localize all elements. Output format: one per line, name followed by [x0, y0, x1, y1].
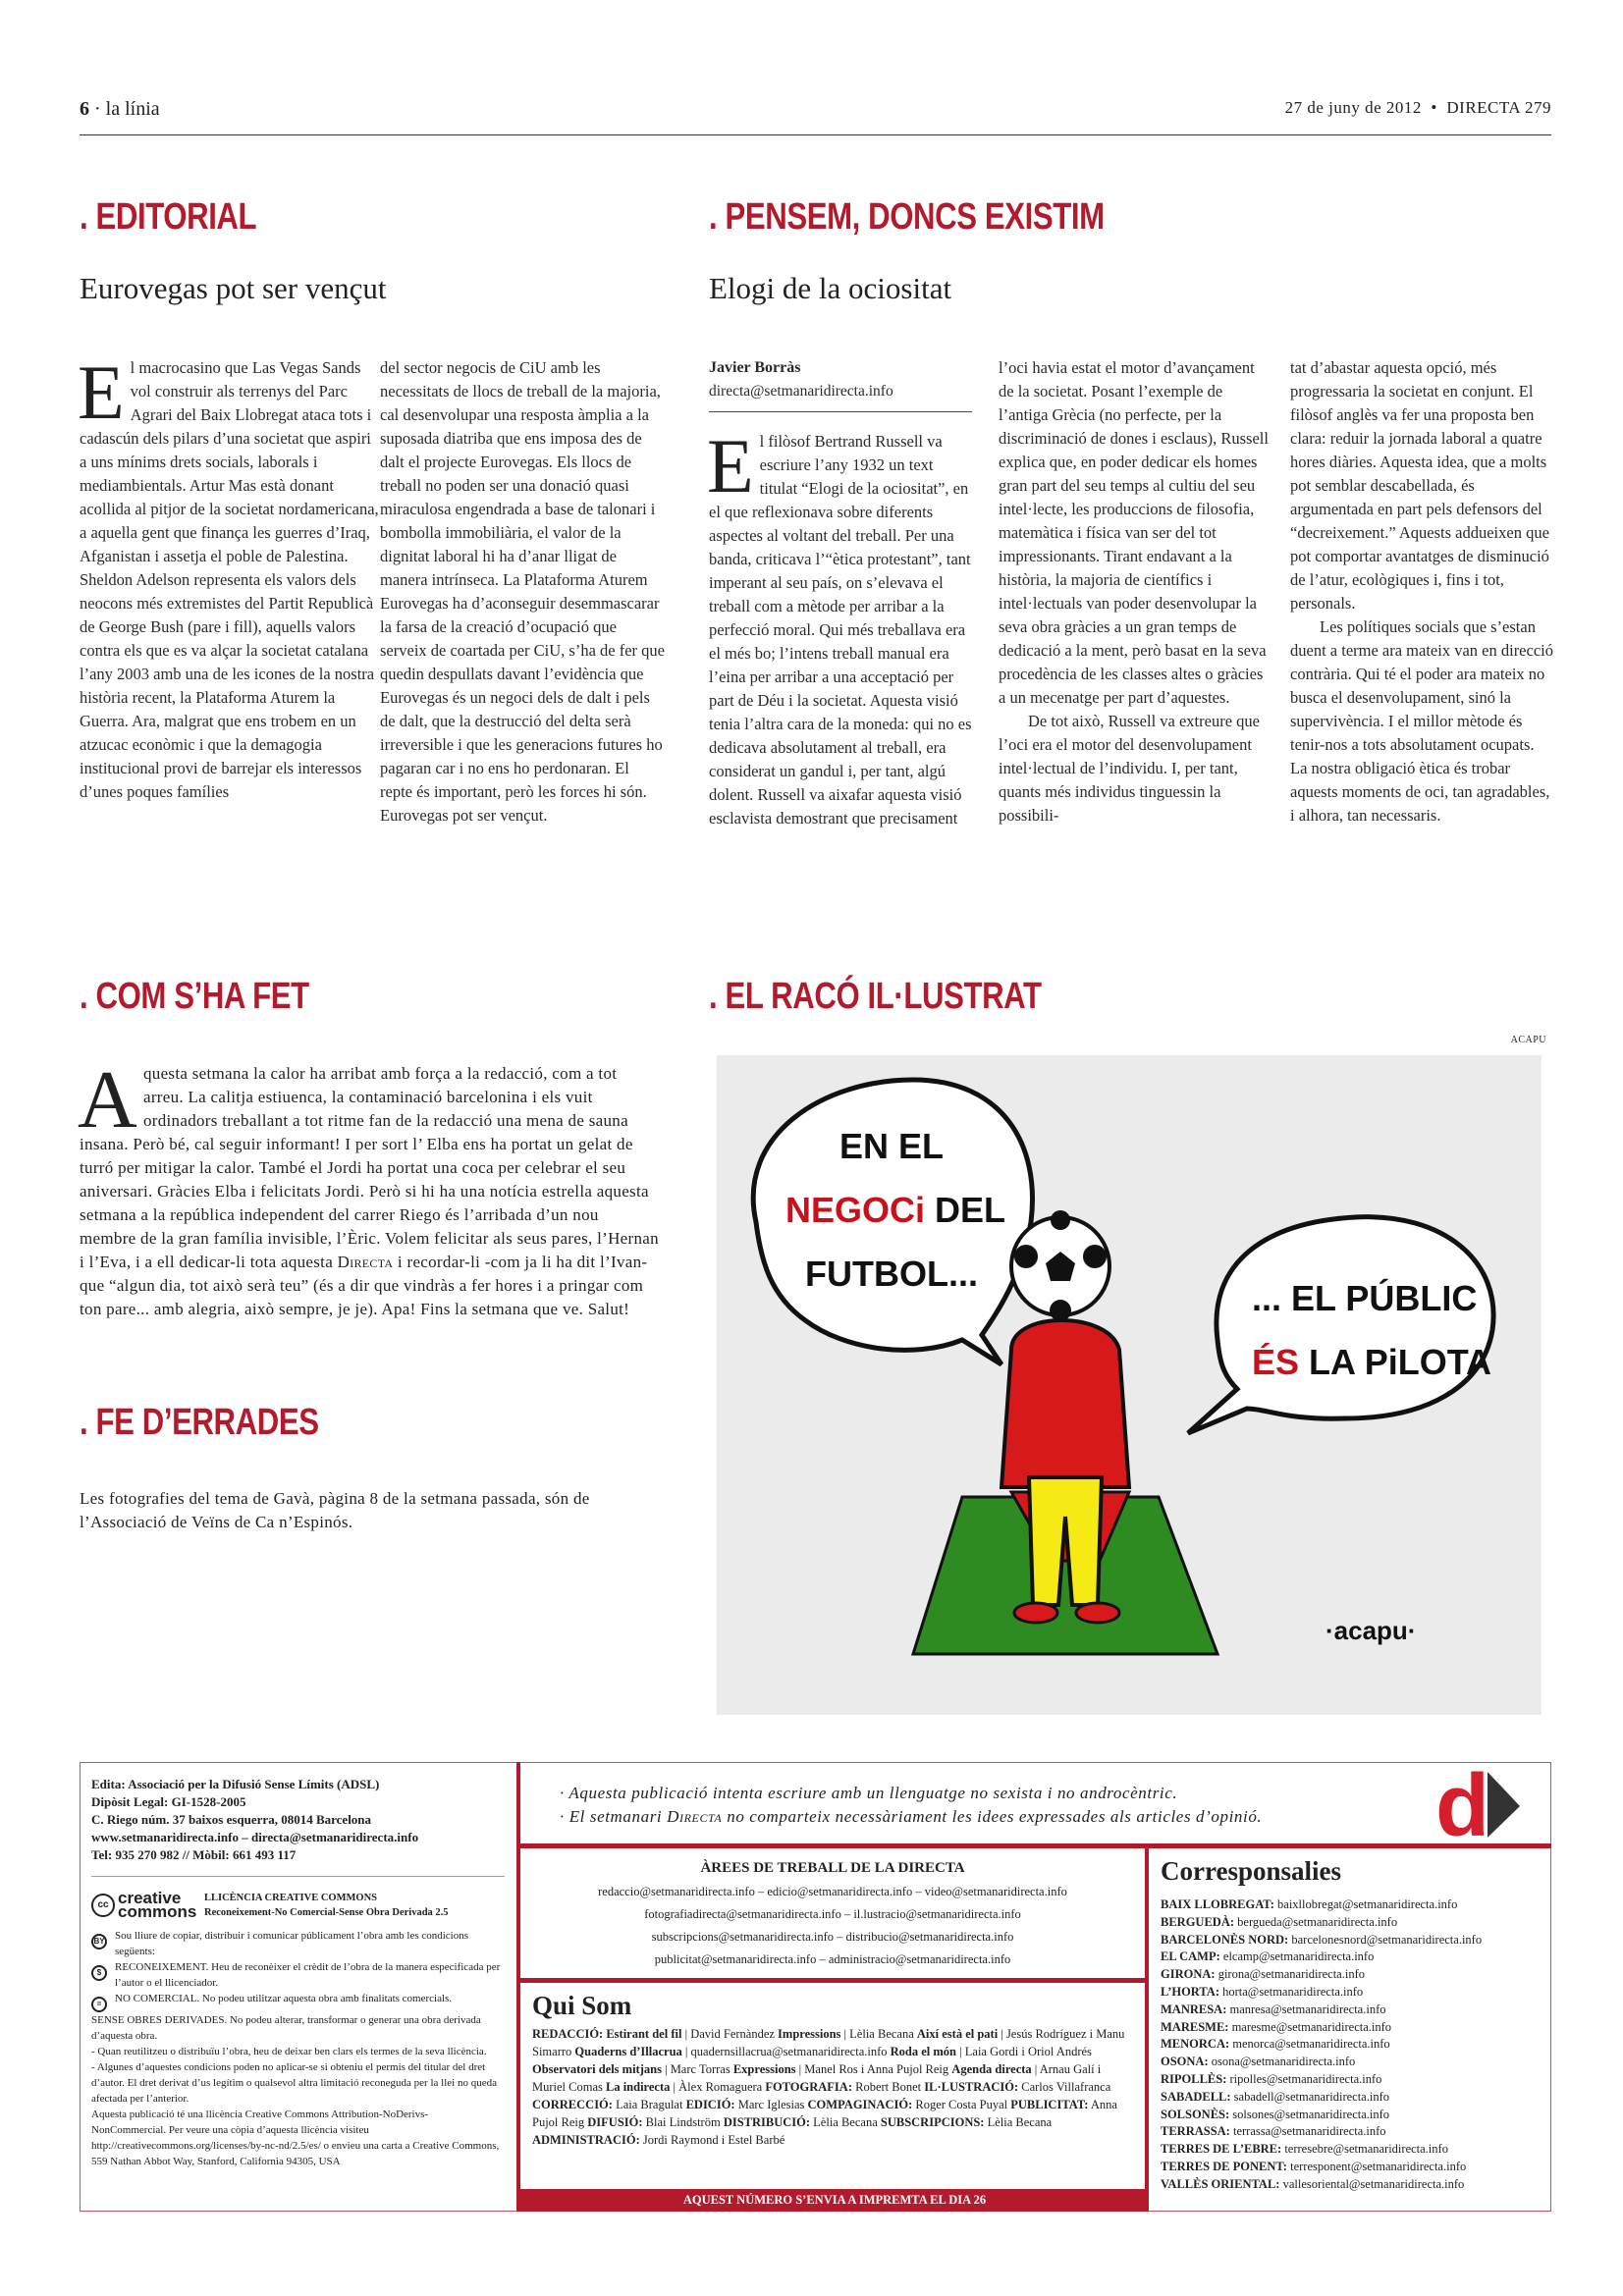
drop-cap: E [78, 349, 125, 435]
region-email: terresebre@setmanaridirecta.info [1284, 2142, 1448, 2157]
publisher-line: C. Riego núm. 37 baixos esquerra, 08014 Barcelona [91, 1812, 372, 1827]
paragraph: De tot això, Russell va extreure que l’oci era el motor del desenvolupament intel·lectual de l’individu. I, per tant, quants més individus tinguessin la possibili- [999, 712, 1260, 825]
region-name: L’HORTA: [1161, 1984, 1219, 1999]
credit-role: Expressions [732, 2062, 796, 2076]
credit-name: Marc Iglesias [734, 2098, 808, 2111]
credit-role: Així està el pati [916, 2027, 999, 2041]
editorial-section-title: . EDITORIAL [80, 196, 257, 238]
com-sha-fet-section-title: . COM S’HA FET [80, 976, 309, 1017]
cartoon-illustration [717, 1055, 1542, 1715]
editorial-column-2: del sector negocis de CiU amb les necessitats de llocs de treball de la majoria, cal desenvolupar una resposta àmplia a la suposada diatriba que ens imposa des de dalt el projecte Eurovegas. Els llocs de treball no poden ser una donació quasi miraculosa engendrada a base de talonari i bombolla immobiliària, el valor de la dignitat laboral hi ha d’anar lligat de manera intrínseca. La Plataforma Aturem Eurovegas ha d’aconseguir desemmascarar la farsa de la creació d’ocupació que serveix de coartada per CiU, s’ha de fer que quedin despullats davant l’evidència que Eurovegas és un negoci dels de dalt i pels de dalt, que la destrucció del delta serà irreversible i que les generacions futures ho pagaran car i no ens ho perdonaran. El repte és important, però les forces hi són. Eurovegas pot ser vençut. [380, 358, 665, 825]
credit-role: DISTRIBUCIÓ: [723, 2115, 811, 2129]
publisher-line: Edita: Associació per la Difusió Sense Límits (ADSL) [91, 1777, 380, 1791]
credit-name: | Laia Gordi i Oriol Andrés [956, 2045, 1092, 2058]
license-text: - Quan reutilitzeu o distribuïu l’obra, heu de deixar ben clars els termes de la seva llicència. [91, 2046, 487, 2057]
bubble-text: NEGOCi DEL [785, 1190, 1006, 1230]
credit-role: COMPAGINACIÓ: [807, 2098, 913, 2111]
pensem-column-1 [709, 356, 972, 830]
header-rule [80, 134, 1551, 135]
corresponsalia-item [1161, 2019, 1540, 2037]
author-name: Javier Borràs [709, 359, 801, 376]
credit-role: REDACCIÓ: Estirant del fil [532, 2027, 682, 2041]
notice-line: · Aquesta publicació intenta escriure amb un llenguatge no sexista i no androcèntric. [560, 1784, 1178, 1802]
region-email: bergueda@setmanaridirecta.info [1237, 1914, 1398, 1929]
region-email: menorca@setmanaridirecta.info [1232, 2037, 1390, 2052]
credit-role: EDICIÓ: [685, 2098, 735, 2111]
region-name: TERRES DE L’EBRE: [1161, 2142, 1282, 2157]
credit-name: Carlos Villafranca [1018, 2080, 1111, 2094]
region-email: ripolles@setmanaridirecta.info [1229, 2071, 1382, 2086]
staff-credits [532, 2025, 1133, 2149]
cc-subtitle: Reconeixement-No Comercial-Sense Obra Derivada 2.5 [204, 1907, 449, 1918]
corresponsalia-item [1161, 2123, 1540, 2141]
credit-role: FOTOGRAFIA: [765, 2080, 852, 2094]
credit-name: | quadernsillacrua@setmanaridirecta.info [681, 2045, 891, 2058]
credit-name: Roger Costa Puyal [912, 2098, 1011, 2111]
credit-name: Robert Bonet [852, 2080, 925, 2094]
page-number: 6 [80, 98, 89, 120]
artist-signature: ·acapu· [1325, 1616, 1417, 1645]
raco-section-title: . EL RACÓ IL·LUSTRAT [709, 976, 1042, 1017]
corresponsalia-item [1161, 1966, 1540, 1984]
region-email: girona@setmanaridirecta.info [1217, 1967, 1365, 1982]
corresponsalia-item [1161, 1949, 1540, 1966]
publication-name: Directa [337, 1253, 394, 1271]
left-shoe [1014, 1603, 1057, 1623]
credit-name: | David Fernàndez [681, 2027, 779, 2041]
credit-role: DIFUSIÓ: [587, 2115, 643, 2129]
credit-name: Jordi Raymond i Estel Barbé [639, 2133, 785, 2147]
region-email: barcelonesnord@setmanaridirecta.info [1291, 1932, 1483, 1947]
cc-logo-text: creative commons [118, 1889, 197, 1921]
region-email: osona@setmanaridirecta.info [1211, 2055, 1356, 2069]
issue-number: DIRECTA 279 [1446, 98, 1551, 117]
bubble-text: FUTBOL... [805, 1254, 978, 1294]
cc-nc-icon: $ [91, 1965, 107, 1981]
credit-name: Lèlia Becana [810, 2115, 881, 2129]
credit-role: PUBLICITAT: [1010, 2098, 1089, 2111]
work-area-emails: subscripcions@setmanaridirecta.info – distribucio@setmanaridirecta.info [651, 1930, 1014, 1944]
credit-name: Laia Bragulat [612, 2098, 686, 2111]
publisher-line: Dipòsit Legal: GI-1528-2005 [91, 1794, 246, 1809]
work-areas [520, 1848, 1149, 1983]
corresponsalia-item [1161, 2002, 1540, 2019]
pensem-headline: Elogi de la ociositat [709, 271, 952, 305]
region-email: elcamp@setmanaridirecta.info [1222, 1949, 1375, 1964]
corresponsalia-item [1161, 2089, 1540, 2107]
paragraph: Les polítiques socials que s’estan duent a terme ara mateix van en direcció contrària. Qui té el poder ara mateix no busca el desenvolupament, sinó la supervivència. I el millor mètode és tenir-nos a tots absolutament ocupats. La nostra obligació ètica és trobar aquests moments de oci, tan agradables, i alhora, tan necessaris. [1290, 617, 1553, 825]
region-name: BERGUEDÀ: [1161, 1914, 1235, 1929]
region-name: VALLÈS ORIENTAL: [1161, 2176, 1280, 2191]
section-name: la línia [105, 98, 160, 120]
credit-role: La indirecta [606, 2080, 671, 2094]
cc-license-header [91, 1891, 505, 1920]
creative-commons-logo [91, 1889, 197, 1921]
credit-role: CORRECCIÓ: [532, 2098, 613, 2111]
region-name: TERRES DE PONENT: [1161, 2159, 1287, 2173]
paragraph: tat d’abastar aquesta opció, més progressaria la societat en conjunt. El filòsof anglès va fer una proposta ben clara: reduir la jornada laboral a quatre hores diàries. Aquesta idea, que a molts pot semblar descabellada, és argumentada en part pels defensors del “decreixement.” Aquests addueixen que pot comportar avantatges de disminució de l’atur, ecològiques i, fins i tot, personals. [1290, 358, 1549, 613]
corresponsalia-item [1161, 1896, 1540, 1914]
pensem-column-2 [999, 356, 1269, 828]
region-email: terrassa@setmanaridirecta.info [1232, 2124, 1386, 2139]
pensem-text: l filòsof Bertrand Russell va escriure l’any 1932 un text titulat “Elogi de la ociositat”, en el que reflexionava sobre diferents aspectes al voltant del treball. Per una banda, criticava l’“ètica protestant”, tant imperant al seu país, on s’elevava el treball com a mètode per arribar a la perfecció moral. Qui més treballava era el més bo; l’intens treball manual era l’eina per arribar a una acceptació per part de Déu i la societat. Aquesta visió tenia l’altra cara de la moneda: qui no es dedicava absolutament al treball, era considerat un gandul i, per tant, algú dolent. Russell va aixafar aquesta visió esclavista demostrant que precisament [709, 432, 972, 828]
notice-line: · El setmanari Directa no comparteix necessàriament les idees expressades als articles d’opinió. [560, 1807, 1263, 1826]
region-name: MANRESA: [1161, 2002, 1227, 2016]
issue-date: 27 de juny de 2012 [1284, 98, 1422, 117]
page-header-left: 6 · la línia [80, 98, 160, 120]
publisher-panel [80, 1762, 520, 2212]
work-area-emails: fotografiadirecta@setmanaridirecta.info – il.lustracio@setmanaridirecta.info [644, 1907, 1021, 1921]
corresponsalia-item [1161, 2071, 1540, 2089]
editorial-headline: Eurovegas pot ser vençut [80, 271, 387, 305]
credit-name: | Àlex Romaguera [670, 2080, 766, 2094]
credit-role: Observatori dels mitjans [532, 2062, 662, 2076]
work-area-emails: redaccio@setmanaridirecta.info – edicio@setmanaridirecta.info – video@setmanaridirecta.info [598, 1885, 1067, 1898]
region-name: GIRONA: [1161, 1967, 1216, 1982]
red-sweater [1001, 1320, 1129, 1487]
credit-role: IL·LUSTRACIÓ: [924, 2080, 1019, 2094]
editorial-notice [520, 1762, 1551, 1848]
credit-name: | Arnau Galí i Muriel Comas [532, 2062, 1102, 2094]
region-email: horta@setmanaridirecta.info [1222, 1984, 1364, 1999]
region-email: terresponent@setmanaridirecta.info [1290, 2159, 1467, 2173]
region-email: vallesoriental@setmanaridirecta.info [1282, 2176, 1465, 2191]
credit-name: | Marc Torras [661, 2062, 733, 2076]
bubble-text: EN EL [839, 1126, 945, 1166]
region-name: EL CAMP: [1161, 1949, 1220, 1964]
region-name: MENORCA: [1161, 2037, 1230, 2052]
publisher-line: www.setmanaridirecta.info – directa@setmanaridirecta.info [91, 1830, 419, 1844]
corresponsalia-item [1161, 2036, 1540, 2054]
license-text: RECONEIXEMENT. Heu de reconèixer el crèdit de l’obra de la manera especificada per l’autor o el llicenciador. [115, 1961, 501, 1989]
credit-name: Anna Pujol Reig [532, 2098, 1117, 2129]
region-email: manresa@setmanaridirecta.info [1229, 2002, 1386, 2016]
region-email: solsones@setmanaridirecta.info [1232, 2107, 1390, 2121]
credit-name: | Manel Ros i Anna Pujol Reig [795, 2062, 952, 2076]
credit-role: SUBSCRIPCIONS: [880, 2115, 985, 2129]
region-email: sabadell@setmanaridirecta.info [1233, 2089, 1389, 2104]
region-name: BAIX LLOBREGAT: [1161, 1897, 1274, 1911]
publisher-info [91, 1776, 505, 1877]
license-text: Sou lliure de copiar, distribuir i comunicar públicament l’obra amb les condicions següents: [115, 1930, 469, 1957]
author-email: directa@setmanaridirecta.info [709, 380, 972, 412]
credit-name: | Lèlia Becana [840, 2027, 917, 2041]
bubble-text: ... EL PÚBLIC [1252, 1278, 1478, 1318]
credit-name: Blai Lindström [642, 2115, 724, 2129]
cc-nd-icon: = [91, 1997, 107, 2012]
license-text: SENSE OBRES DERIVADES. No podeu alterar, transformar o generar una obra derivada d’aquesta obra. [91, 2014, 481, 2042]
corresponsalia-item [1161, 2054, 1540, 2071]
corresponsalia-item [1161, 1914, 1540, 1932]
drop-cap: E [707, 423, 754, 508]
cc-title: LLICÈNCIA CREATIVE COMMONS [204, 1893, 377, 1903]
license-text: Aquesta publicació té una llicència Creative Commons Attribution-NoDerivs- NonCommercial. Per veure una còpia d’aquesta llicència visiteu http://creativecommons.org/licenses/by-nc-nd/2.5/es/ o envieu una carta a Creative Commons, 559 Nathan Abbot Way, Stanford, California 94305, USA [91, 2109, 500, 2167]
corresponsalia-item [1161, 2141, 1540, 2159]
corresponsalies-title: Corresponsalies [1161, 1856, 1342, 1886]
license-text: - Algunes d’aquestes condicions poden no aplicar-se si obteniu el permís del titular del dret d’autor. El dret derivat d’us legítim o qualsevol altra limitació reconeguda per la llei no queda afectada per l’anterior. [91, 2061, 497, 2105]
credit-role: Quaderns d’Illacrua [574, 2045, 682, 2058]
region-name: OSONA: [1161, 2055, 1209, 2069]
com-sha-fet-text [78, 1054, 659, 1321]
corresponsalies [1149, 1848, 1551, 2212]
print-notice-bar: AQUEST NÚMERO S’ENVIA A IMPREMTA EL DIA 26 [520, 2189, 1149, 2212]
corresponsalia-item [1161, 2107, 1540, 2124]
qui-som [520, 1983, 1149, 2189]
credit-role: Impressions [778, 2027, 841, 2041]
page-header-right: 27 de juny de 2012 • DIRECTA 279 [1284, 98, 1551, 117]
region-name: SOLSONÈS: [1161, 2107, 1230, 2121]
pensem-column-3 [1290, 356, 1555, 828]
pensem-section-title: . PENSEM, DONCS EXISTIM [709, 196, 1105, 238]
work-areas-list [520, 1881, 1145, 1971]
credit-role: Roda el món [890, 2045, 957, 2058]
text: i recordar-li -com ja li ha dit l’Ivan- que “algun dia, tot això serà teu” (és a dir que vindràs a fer hores i a pringar com ton pare... amb alegria, això sempre, je je). Apa! Fins la setmana que ve. Salut! [80, 1253, 648, 1318]
fe-derrades-text: Les fotografies del tema de Gavà, pàgina 8 de la setmana passada, són de l’Associació de Veïns de Ca n’Espinós. [80, 1489, 590, 1531]
credit-name: | Jesús Rodríguez i Manu Simarro [532, 2027, 1125, 2058]
region-name: MARESME: [1161, 2019, 1229, 2034]
work-areas-title: ÀREES DE TREBALL DE LA DIRECTA [700, 1860, 965, 1876]
corresponsalia-item [1161, 1984, 1540, 2002]
cc-icon: cc [91, 1894, 115, 1917]
qui-som-title: Qui Som [532, 1991, 632, 2020]
corresponsalia-item [1161, 1932, 1540, 1949]
editorial-text: l macrocasino que Las Vegas Sands vol construir als terrenys del Parc Agrari del Baix Llobregat ataca tots i cadascún dels pilars d’una societat que aspiri a uns mínims drets socials, laborals i mediambientals. Artur Mas està donant acollida al pitjor de la societat nordamericana, a aquella gent que finança les guerres d’Iraq, Afganistan i assetja el poble de Palestina. Sheldon Adelson representa els valors dels neocons més extremistes del Partit Republicà de George Bush (pare i fill), aquells valors contra els que es va alçar la societat catalana l’any 2003 amb una de les icones de la nostra història recent, la Plataforma Aturem la Guerra. Ara, malgrat que ens trobem en un atzucac econòmic i que la demagogia institucional provi de barrejar els interessos d’unes poques famílies [80, 358, 379, 801]
license-item [91, 1991, 505, 2012]
region-email: maresme@setmanaridirecta.info [1231, 2019, 1392, 2034]
credit-role: ADMINISTRACIÓ: [532, 2133, 640, 2147]
bubble-text: ÉS LA PiLOTA [1252, 1342, 1492, 1382]
publisher-line: Tel: 935 270 982 // Mòbil: 661 493 117 [91, 1847, 297, 1862]
license-item [91, 1928, 505, 1959]
credit-name: Lèlia Becana [984, 2115, 1053, 2129]
region-name: RIPOLLÈS: [1161, 2071, 1227, 2086]
region-name: BARCELONÈS NORD: [1161, 1932, 1289, 1947]
region-email: baixllobregat@setmanaridirecta.info [1277, 1897, 1458, 1911]
region-name: SABADELL: [1161, 2089, 1231, 2104]
logo-letter: d [1435, 1767, 1489, 1841]
directa-logo [1434, 1767, 1522, 1841]
work-area-emails: publicitat@setmanaridirecta.info – administracio@setmanaridirecta.info [654, 1952, 1011, 1966]
cc-by-icon: BY [91, 1934, 107, 1949]
corresponsalia-item [1161, 2176, 1540, 2194]
license-text: NO COMERCIAL. No podeu utilitzar aquesta obra amb finalitats comercials. [115, 1993, 453, 2004]
license-terms [91, 1928, 505, 2169]
corresponsalies-list [1161, 1896, 1540, 2194]
editorial-column-1 [78, 349, 382, 804]
illustration-credit: ACAPU [1510, 1035, 1546, 1045]
region-name: TERRASSA: [1161, 2124, 1230, 2139]
paragraph: l’oci havia estat el motor d’avançament de la societat. Posant l’exemple de l’antiga Grècia (no perfecte, per la discriminació de dones i esclaus), Russell explica que, en poder dedicar els homes gran part del seu temps al cultiu del seu intel·lecte, les produccions de filosofia, matemàtica i física van ser del tot impressionants. Tirant endavant a la història, la majoria de científics i intel·lectuals van poder desenvolupar la seva obra gràcies a un gran temps de dedicació a la ment, però basat en la seva procedència de les classes altes o gràcies a un mecenatge per part d’aquestes. [999, 358, 1269, 707]
credit-role: Agenda directa [951, 2062, 1032, 2076]
fe-derrades-section-title: . FE D’ERRADES [80, 1402, 319, 1443]
text: questa setmana la calor ha arribat amb força a la redacció, com a tot arreu. La calitja estiuenca, la contaminació barcelonina i els vuit ordinadors treballant a tot ritme fan de la redacció una mena de sauna insana. Però bé, cal seguir informant! I per sort l’ Elba ens ha portat un gelat de turró per mitigar la calor. També el Jordi ha portat una coca per celebrar el seu aniversari. Gràcies Elba i felicitats Jordi. Però si hi ha una notícia estrella aquesta setmana a la república independent del carrer Riego és l’arribada d’un nou membre de la gran família invisible, l’Èric. Volem felicitar als seus pares, l’Hernan i l’Eva, i a ell dedicar-li tota aquesta [80, 1064, 659, 1271]
license-item [91, 1959, 505, 1991]
right-shoe [1076, 1603, 1119, 1623]
corresponsalia-item [1161, 2159, 1540, 2176]
drop-cap: A [78, 1054, 137, 1146]
